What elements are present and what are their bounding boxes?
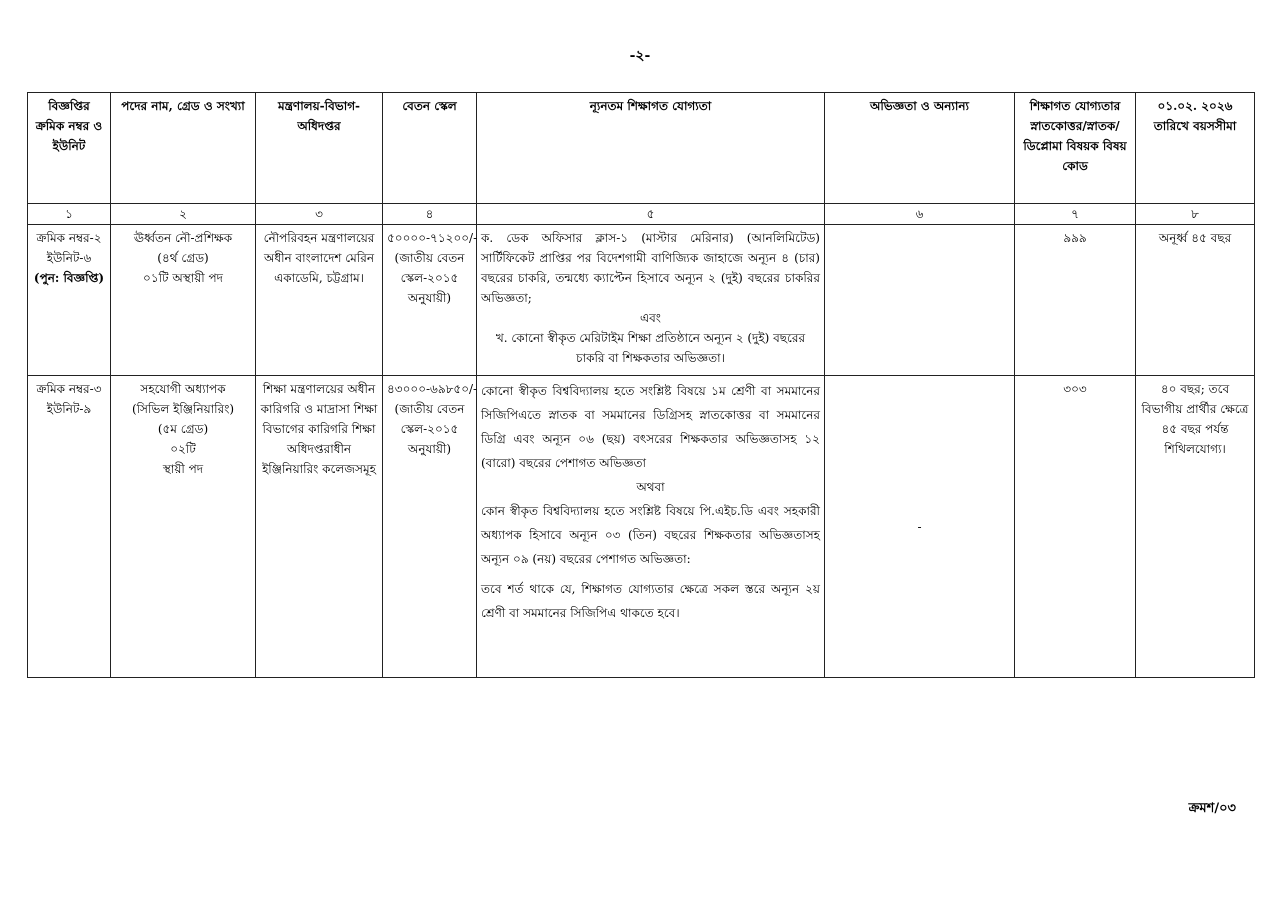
post-name: সহযোগী অধ্যাপক [140,382,226,396]
post-count: ০১টি অস্থায়ী পদ [143,271,223,285]
column-number: ২ [111,204,256,225]
age-limit-cell: অনূর্ধ্ব ৪৫ বছর [1136,225,1255,376]
post-name: ঊর্ধ্বতন নৌ-প্রশিক্ষক [133,231,233,245]
pay-scale-cell: ৫০০০০-৭১২০০/- (জাতীয় বেতন স্কেল-২০১৫ অনুযায়ী) [383,225,477,376]
serial-note: (পুন: বিজ্ঞপ্তি) [33,271,105,285]
column-number: ৩ [256,204,383,225]
qualification-text: খ. কোনো স্বীকৃত মেরিটাইম শিক্ষা প্রতিষ্ঠানে অন্যূন ২ (দুই) বছরের চাকরি বা শিক্ষকতার অভিজ্ঞতা। [495,331,806,365]
serial-cell [28,225,111,376]
post-cell [111,225,256,376]
serial-cell: ক্রমিক নম্বর-৩ ইউনিট-৯ [28,376,111,678]
post-department: (সিভিল ইঞ্জিনিয়ারিং) [131,402,235,416]
column-number: ১ [28,204,111,225]
column-number: ৫ [477,204,825,225]
continued-note: ক্রমশ/০৩ [1188,801,1236,816]
qualification-cell [477,376,825,678]
subject-code-cell: ৩০৩ [1015,376,1136,678]
column-number-row [28,204,1255,225]
header-serial: বিজ্ঞপ্তির ক্রমিক নম্বর ও ইউনিট [28,93,111,204]
header-row [28,93,1255,204]
qualification-cell [477,225,825,376]
column-number: ৮ [1136,204,1255,225]
experience-cell: - [825,376,1015,678]
header-age-limit: ০১.০২. ২০২৬ তারিখে বয়সসীমা [1136,93,1255,204]
header-subject-code: শিক্ষাগত যোগ্যতার স্নাতকোত্তর/স্নাতক/ ডিপ্লোমা বিষয়ক বিষয় কোড [1015,93,1136,204]
post-grade: (৫ম গ্রেড) [157,422,209,436]
qualification-text: ক. ডেক অফিসার ক্লাস-১ (মাস্টার মেরিনার) (আনলিমিটেড) সার্টিফিকেট প্রাপ্তির পর বিদেশগামী বাণিজ্যিক জাহাজে অন্যূন ৪ (চার) বছরের চাকরি, তন্মধ্যে ক্যাপ্টেন হিসাবে অন্যূন ২ (দুই) বছরের চাকরির অভিজ্ঞতা; [481,231,820,305]
qualification-condition: তবে শর্ত থাকে যে, শিক্ষাগত যোগ্যতার ক্ষেত্রে সকল স্তরে অন্যূন ২য় শ্রেণী বা সমমানের সিজিপিএ থাকতে হবে। [481,582,820,620]
table-row [28,376,1255,678]
page-number: -২- [629,48,651,64]
table-row [28,225,1255,376]
serial-text: ক্রমিক নম্বর-২ ইউনিট-৬ [36,231,102,265]
office-cell: নৌপরিবহন মন্ত্রণালয়ের অধীন বাংলাদেশ মেরিন একাডেমি, চট্টগ্রাম। [256,225,383,376]
post-count: ০২টি [170,442,196,456]
qualification-connector: অথবা [636,480,665,494]
post-count-type: স্থায়ী পদ [162,462,204,476]
header-experience: অভিজ্ঞতা ও অন্যান্য [825,93,1015,204]
recruitment-table [27,92,1255,678]
header-office: মন্ত্রণালয়-বিভাগ-অধিদপ্তর [256,93,383,204]
qualification-connector: এবং [640,311,661,325]
qualification-text: কোন স্বীকৃত বিশ্ববিদ্যালয় হতে সংশ্লিষ্ট বিষয়ে পি.এইচ.ডি এবং সহকারী অধ্যাপক হিসাবে অন্যূন ০৩ (তিন) বছরের শিক্ষকতার অভিজ্ঞতাসহ অন্যূন ০৯ (নয়) বছরের পেশাগত অভিজ্ঞতা: [481,504,820,566]
office-cell: শিক্ষা মন্ত্রণালয়ের অধীন কারিগরি ও মাদ্রাসা শিক্ষা বিভাগের কারিগরি শিক্ষা অধিদপ্তরাধীন ইঞ্জিনিয়ারিং কলেজসমূহ [256,376,383,678]
header-qualification: ন্যূনতম শিক্ষাগত যোগ্যতা [477,93,825,204]
subject-code-cell: ৯৯৯ [1015,225,1136,376]
column-number: ৬ [825,204,1015,225]
column-number: ৭ [1015,204,1136,225]
qualification-text: কোনো স্বীকৃত বিশ্ববিদ্যালয় হতে সংশ্লিষ্ট বিষয়ে ১ম শ্রেণী বা সমমানের সিজিপিএতে স্নাতক বা সমমানের ডিগ্রিসহ স্নাতকোত্তর বা সমমানের ডিগ্রি এবং অন্যূন ০৬ (ছয়) বৎসরের শিক্ষকতার অভিজ্ঞতাসহ ১২ (বারো) বছরের পেশাগত অভিজ্ঞতা [481,384,820,470]
column-number: ৪ [383,204,477,225]
post-cell [111,376,256,678]
header-pay-scale: বেতন স্কেল [383,93,477,204]
age-limit-cell: ৪০ বছর; তবে বিভাগীয় প্রার্থীর ক্ষেত্রে ৪৫ বছর পর্যন্ত শিথিলযোগ্য। [1136,376,1255,678]
experience-cell [825,225,1015,376]
pay-scale-cell: ৪৩০০০-৬৯৮৫০/- (জাতীয় বেতন স্কেল-২০১৫ অনুযায়ী) [383,376,477,678]
header-post: পদের নাম, গ্রেড ও সংখ্যা [111,93,256,204]
post-grade: (৪র্থ গ্রেড) [157,251,209,265]
